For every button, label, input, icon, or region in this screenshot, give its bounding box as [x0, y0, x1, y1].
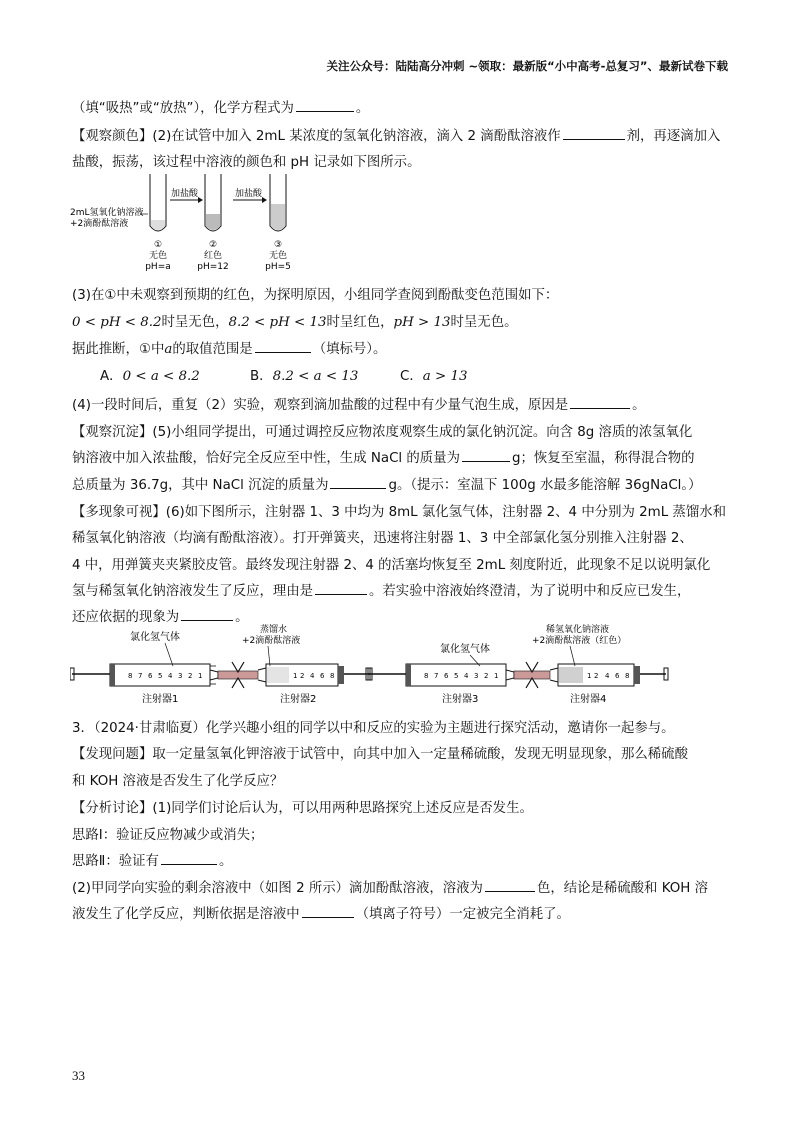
scale-syringe-1 — [128, 672, 202, 680]
text-line-12: 【多现象可视】(6)如下图所示，注射器 1、3 中均为 8mL 氯化氢气体，注射器 2、4 中分别为 2mL 蒸馏水和 — [72, 505, 726, 520]
text-line-23: (2)甲同学向实验的剩余溶液中（如图 2 所示）滴加酚酞溶液，溶液为 色，结论是稀硫酸和 KOH 溶 — [72, 881, 709, 896]
text-line-4: (3)在①中未观察到预期的红色，为探明原因，小组同学查阅到酚酞变色范围如下： — [72, 288, 559, 303]
scale-tick: 1 — [587, 672, 592, 680]
answer-blank — [462, 449, 510, 462]
text-line-19: 和 KOH 溶液是否发生了化学反应？ — [72, 774, 284, 789]
page-number: 33 — [72, 1068, 85, 1083]
text-line-9: 【观察沉淀】(5)小组同学提出，可通过调控反应物浓度观察生成的氯化钠沉淀。向含 8g 溶质的浓氢氧化 — [72, 425, 693, 440]
syringe-2 — [258, 664, 372, 686]
answer-blank — [570, 396, 630, 409]
liquid-label-left-1: 蒸馏水 — [260, 625, 288, 635]
scale-tick: 8 — [424, 672, 429, 680]
tube-3-color: 无色 — [268, 251, 288, 261]
syringe-label-1: 注射器1 — [142, 694, 179, 705]
scale-syringe-2 — [293, 672, 334, 680]
text-line-2: 【观察颜色】(2)在试管中加入 2mL 某浓度的氢氧化钠溶液，滴入 2 滴酚酞溶液作 剂，再逐滴加入 — [72, 129, 721, 144]
scale-tick: 3 — [178, 672, 183, 680]
options-row — [100, 365, 468, 384]
scale-tick: 4 — [310, 672, 315, 680]
answer-blank — [485, 879, 535, 892]
option-a: A．0 < a < 8.2 — [100, 369, 200, 384]
scale-tick: 3 — [474, 672, 479, 680]
scale-tick: 6 — [444, 672, 449, 680]
page-header: 关注公众号：陆陆高分冲刺 ~领取：最新版“小中高考-总复习”、最新试卷下载 — [326, 59, 728, 73]
tube-1-color: 无色 — [148, 251, 168, 261]
left-label-1: 2mL氢氧化钠溶液 — [70, 208, 144, 218]
test-tube-figure — [70, 170, 320, 275]
syringe-group-left — [70, 623, 372, 705]
scale-tick: 4 — [168, 672, 173, 680]
gas-label-left: 氯化氢气体 — [130, 632, 180, 643]
scale-tick: 6 — [148, 672, 153, 680]
liquid-label-right-1: 稀氢氧化钠溶液 — [546, 625, 610, 635]
text-line-15: 氢与稀氢氧化钠溶液发生了反应，理由是 。若实验中溶液始终澄清，为了说明中和反应已发生， — [72, 584, 691, 599]
test-tube-1 — [150, 174, 166, 231]
scale-tick: 1 — [293, 672, 298, 680]
test-tube-2 — [205, 174, 221, 231]
scale-tick: 4 — [605, 672, 610, 680]
gas-label-right: 氯化氢气体 — [440, 644, 490, 655]
answer-blank — [315, 582, 367, 595]
answer-blank — [181, 608, 233, 621]
answer-blank — [330, 476, 386, 489]
text-line-8: (4)一段时间后，重复（2）实验，观察到滴加盐酸的过程中有少量气泡生成，原因是 。 — [72, 398, 646, 413]
tube-1-ph: pH=a — [145, 262, 171, 272]
scale-tick: 6 — [615, 672, 620, 680]
text-line-5: 0 < pH < 8.2时呈无色，8.2 < pH < 13时呈红色，pH > 13时呈无色。 — [72, 315, 518, 330]
text-line-18: 【发现问题】取一定量氢氧化钾溶液于试管中，向其中加入一定量稀硫酸，发现无明显现象，那么稀硫酸 — [72, 747, 688, 762]
text-line-14: 4 中，用弹簧夹夹紧胶皮管。最终发现注射器 2、4 的活塞均恢复至 2mL 刻度附近，此现象不足以说明氯化 — [72, 558, 711, 573]
text-line-10: 钠溶液中加入浓盐酸，恰好完全反应至中性，生成 NaCl 的质量为 g；恢复至室温，称得混合物的 — [72, 451, 695, 466]
left-label-2: +2滴酚酞溶液 — [70, 219, 129, 229]
text-line-24: 液发生了化学反应，判断依据是溶液中 （填离子符号）一定被完全消耗了。 — [72, 907, 570, 922]
text-line-20: 【分析讨论】(1)同学们讨论后认为，可以用两种思路探究上述反应是否发生。 — [72, 801, 533, 816]
text-line-6: 据此推断，①中a的取值范围是 （填标号）。 — [72, 342, 387, 357]
tube-2-number: ② — [208, 240, 218, 250]
scale-tick: 4 — [464, 672, 469, 680]
syringe-figure — [70, 622, 740, 710]
arrow-label-1: 加盐酸 — [171, 189, 199, 199]
arrow-label-2: 加盐酸 — [235, 189, 263, 199]
tube-2-color: 红色 — [203, 251, 223, 261]
text-line-3: 盐酸，振荡，该过程中溶液的颜色和 pH 记录如下图所示。 — [72, 155, 421, 170]
scale-tick: 2 — [300, 672, 305, 680]
answer-blank — [296, 99, 354, 112]
answer-blank — [161, 852, 217, 865]
answer-blank — [563, 127, 625, 140]
scale-tick: 7 — [138, 672, 143, 680]
tube-3-number: ③ — [273, 240, 283, 250]
scale-tick: 5 — [454, 672, 459, 680]
test-tube-3 — [270, 174, 286, 231]
tube-3-ph: pH=5 — [265, 262, 291, 272]
text-line-21: 思路Ⅰ：验证反应物减少或消失； — [72, 828, 264, 843]
text-line-11: 总质量为 36.7g，其中 NaCl 沉淀的质量为 g。（提示：室温下 100g 水最多能溶解 36gNaCl。） — [72, 478, 702, 493]
answer-blank — [302, 905, 354, 918]
scale-syringe-3 — [424, 672, 498, 680]
syringe-label-4: 注射器4 — [570, 694, 607, 705]
syringe-group-right — [366, 623, 668, 705]
syringe-1 — [70, 664, 218, 686]
text-line-22: 思路Ⅱ：验证有 。 — [72, 854, 233, 869]
syringe-label-3: 注射器3 — [442, 694, 479, 705]
option-b: B．8.2 < a < 13 — [250, 369, 359, 384]
option-c: C．a > 13 — [400, 369, 468, 384]
tube-2-ph: pH=12 — [197, 262, 229, 272]
tube-1-number: ① — [153, 240, 163, 250]
rubber-tube-clamp-left — [218, 662, 258, 688]
syringe-3 — [366, 664, 514, 686]
scale-tick: 8 — [128, 672, 133, 680]
question-3-title: 3．（2024·甘肃临夏）化学兴趣小组的同学以中和反应的实验为主题进行探究活动，邀请你一起参与。 — [72, 721, 675, 736]
scale-tick: 2 — [594, 672, 599, 680]
answer-blank — [255, 340, 311, 353]
scale-tick: 8 — [330, 672, 335, 680]
scale-tick: 1 — [198, 672, 203, 680]
rubber-tube-clamp-right — [514, 662, 550, 688]
text-line-16: 还应依据的现象为 。 — [72, 610, 249, 625]
text-line-13: 稀氢氧化钠溶液（均滴有酚酞溶液）。打开弹簧夹，迅速将注射器 1、3 中全部氯化氢分别推入注射器 2、 — [72, 531, 693, 546]
scale-tick: 2 — [188, 672, 193, 680]
scale-tick: 5 — [158, 672, 163, 680]
scale-tick: 7 — [434, 672, 439, 680]
liquid-label-left-2: +2滴酚酞溶液 — [242, 636, 301, 646]
text-line-1: （填“吸热”或“放热”），化学方程式为 。 — [72, 101, 370, 116]
scale-tick: 6 — [320, 672, 325, 680]
syringe-label-2: 注射器2 — [280, 694, 317, 705]
scale-tick: 1 — [494, 672, 499, 680]
scale-tick: 2 — [484, 672, 489, 680]
liquid-label-right-2: +2滴酚酞溶液（红色） — [532, 636, 627, 646]
scale-tick: 8 — [625, 672, 630, 680]
scale-syringe-4 — [587, 672, 629, 680]
